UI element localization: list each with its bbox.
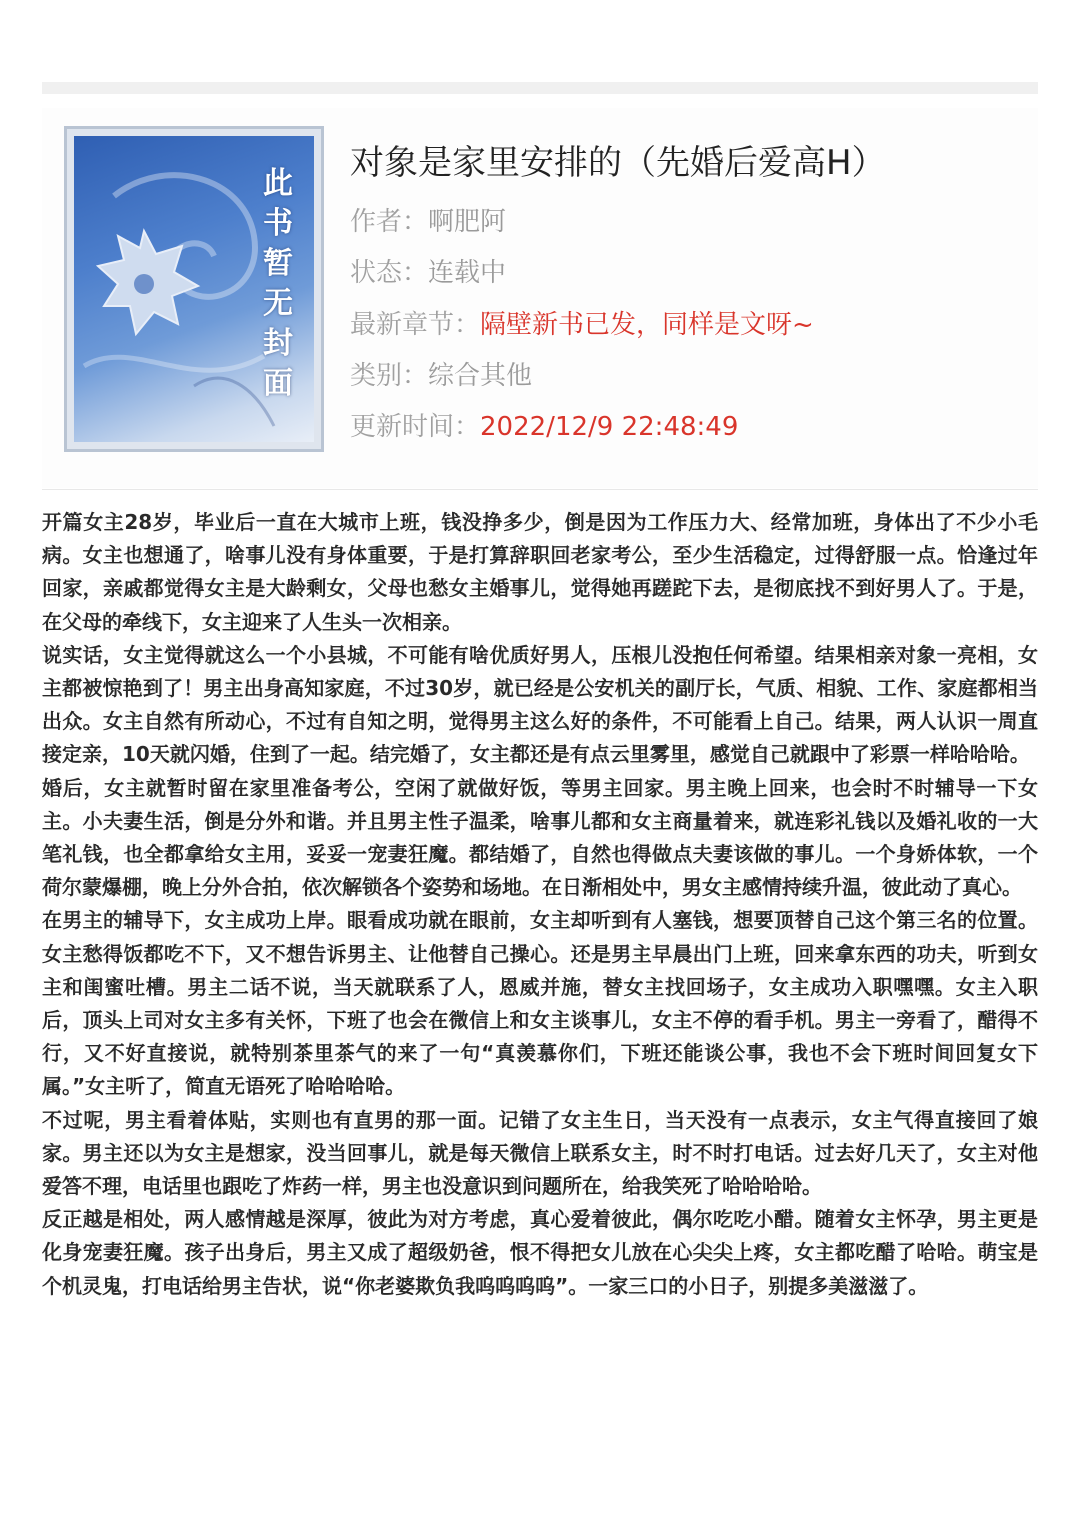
synopsis-paragraph: 反正越是相处，两人感情越是深厚，彼此为对方考虑，真心爱着彼此，偶尔吃吃小醋。随着女主怀孕，男主更是化身宠妻狂魔。孩子出身后，男主又成了超级奶爸，恨不得把女儿放在心尖尖上疼，女主都吃醋了哈哈。萌宝是个机灵鬼，打电话给男主告状，说“你老婆欺负我呜呜呜呜”。一家三口的小日子，别提多美滋滋了。 [42,1207,1038,1298]
synopsis-paragraph: 不过呢，男主看着体贴，实则也有直男的那一面。记错了女主生日，当天没有一点表示，女主气得直接回了娘家。男主还以为女主是想家，没当回事儿，就是每天微信上联系女主，时不时打电话。过去好几天了，女主对他爱答不理，电话里也跟吃了炸药一样，男主也没意识到问题所在，给我笑死了哈哈哈哈。 [42,1107,1038,1199]
meta-status [350,255,1030,291]
meta-updated-label: 更新时间： [350,412,481,442]
meta-author-value[interactable]: 啊肥阿 [428,207,507,237]
meta-latest-chapter-link[interactable]: 隔壁新书已发，同样是文呀~ [480,310,814,340]
meta-latest-chapter-label: 最新章节： [350,310,481,340]
meta-status-label: 状态： [350,258,429,288]
meta-status-value: 连载中 [428,258,507,288]
meta-latest-chapter [350,307,1030,343]
meta-author-label: 作者： [350,207,429,237]
meta-author [350,204,1030,240]
synopsis-paragraph: 在男主的辅导下，女主成功上岸。眼看成功就在眼前，女主却听到有人塞钱，想要顶替自己这个第三名的位置。女主愁得饭都吃不下，又不想告诉男主、让他替自己操心。还是男主早晨出门上班，回来拿东西的功夫，听到女主和闺蜜吐槽。男主二话不说，当天就联系了人，恩威并施，替女主找回场子，女主成功入职嘿嘿。女主入职后，顶头上司对女主多有关怀，下班了也会在微信上和女主谈事儿，女主不停的看手机。男主一旁看了，醋得不行，又不好直接说，就特别茶里茶气的来了一句“真羡慕你们，下班还能谈公事，我也不会下班时间回复女下属。”女主听了，简直无语死了哈哈哈哈。 [42,908,1038,1099]
synopsis-paragraph: 开篇女主28岁，毕业后一直在大城市上班，钱没挣多少，倒是因为工作压力大、经常加班，身体出了不少小毛病。女主也想通了，啥事儿没有身体重要，于是打算辞职回老家考公，至少生活稳定，过得舒服一点。恰逢过年回家，亲戚都觉得女主是大龄剩女，父母也愁女主婚事儿，觉得她再蹉跎下去，是彻底找不到好男人了。于是，在父母的牵线下，女主迎来了人生头一次相亲。 [42,510,1038,634]
meta-updated [350,409,1030,445]
meta-category-value[interactable]: 综合其他 [428,361,533,391]
cover-placeholder-text: 此书暂无封面 [263,166,293,401]
synopsis-paragraph: 说实话，女主觉得就这么一个小县城，不可能有啥优质好男人，压根儿没抱任何希望。结果相亲对象一亮相，女主都被惊艳到了！男主出身高知家庭，不过30岁，就已经是公安机关的副厅长，气质、相貌、工作、家庭都相当出众。女主自然有所动心，不过有自知之明，觉得男主这么好的条件，不可能看上自己。结果，两人认识一周直接定亲，10天就闪婚，住到了一起。结完婚了，女主都还是有点云里雾里，感觉自己就跟中了彩票一样哈哈哈。 [42,642,1038,767]
synopsis [42,506,1038,1303]
synopsis-paragraph: 婚后，女主就暂时留在家里准备考公，空闲了就做好饭，等男主回家。男主晚上回来，也会时不时辅导一下女主。小夫妻生活，倒是分外和谐。并且男主性子温柔，啥事儿都和女主商量着来，就连彩礼钱以及婚礼收的一大笔礼钱，也全都拿给女主用，妥妥一宠妻狂魔。都结婚了，自然也得做点夫妻该做的事儿。一个身娇体软，一个荷尔蒙爆棚，晚上分外合拍，依次解锁各个姿势和场地。在日渐相处中，男女主感情持续升温，彼此动了真心。 [42,775,1038,900]
meta-updated-value: 2022/12/9 22:48:49 [480,412,739,442]
book-title[interactable]: 对象是家里安排的（先婚后爱高H） [350,143,886,183]
book-cover[interactable] [64,126,324,452]
cover-art [74,136,314,442]
section-divider [42,489,1038,490]
meta-category [350,358,1030,394]
meta-category-label: 类别： [350,361,429,391]
top-divider-bar [42,82,1038,94]
